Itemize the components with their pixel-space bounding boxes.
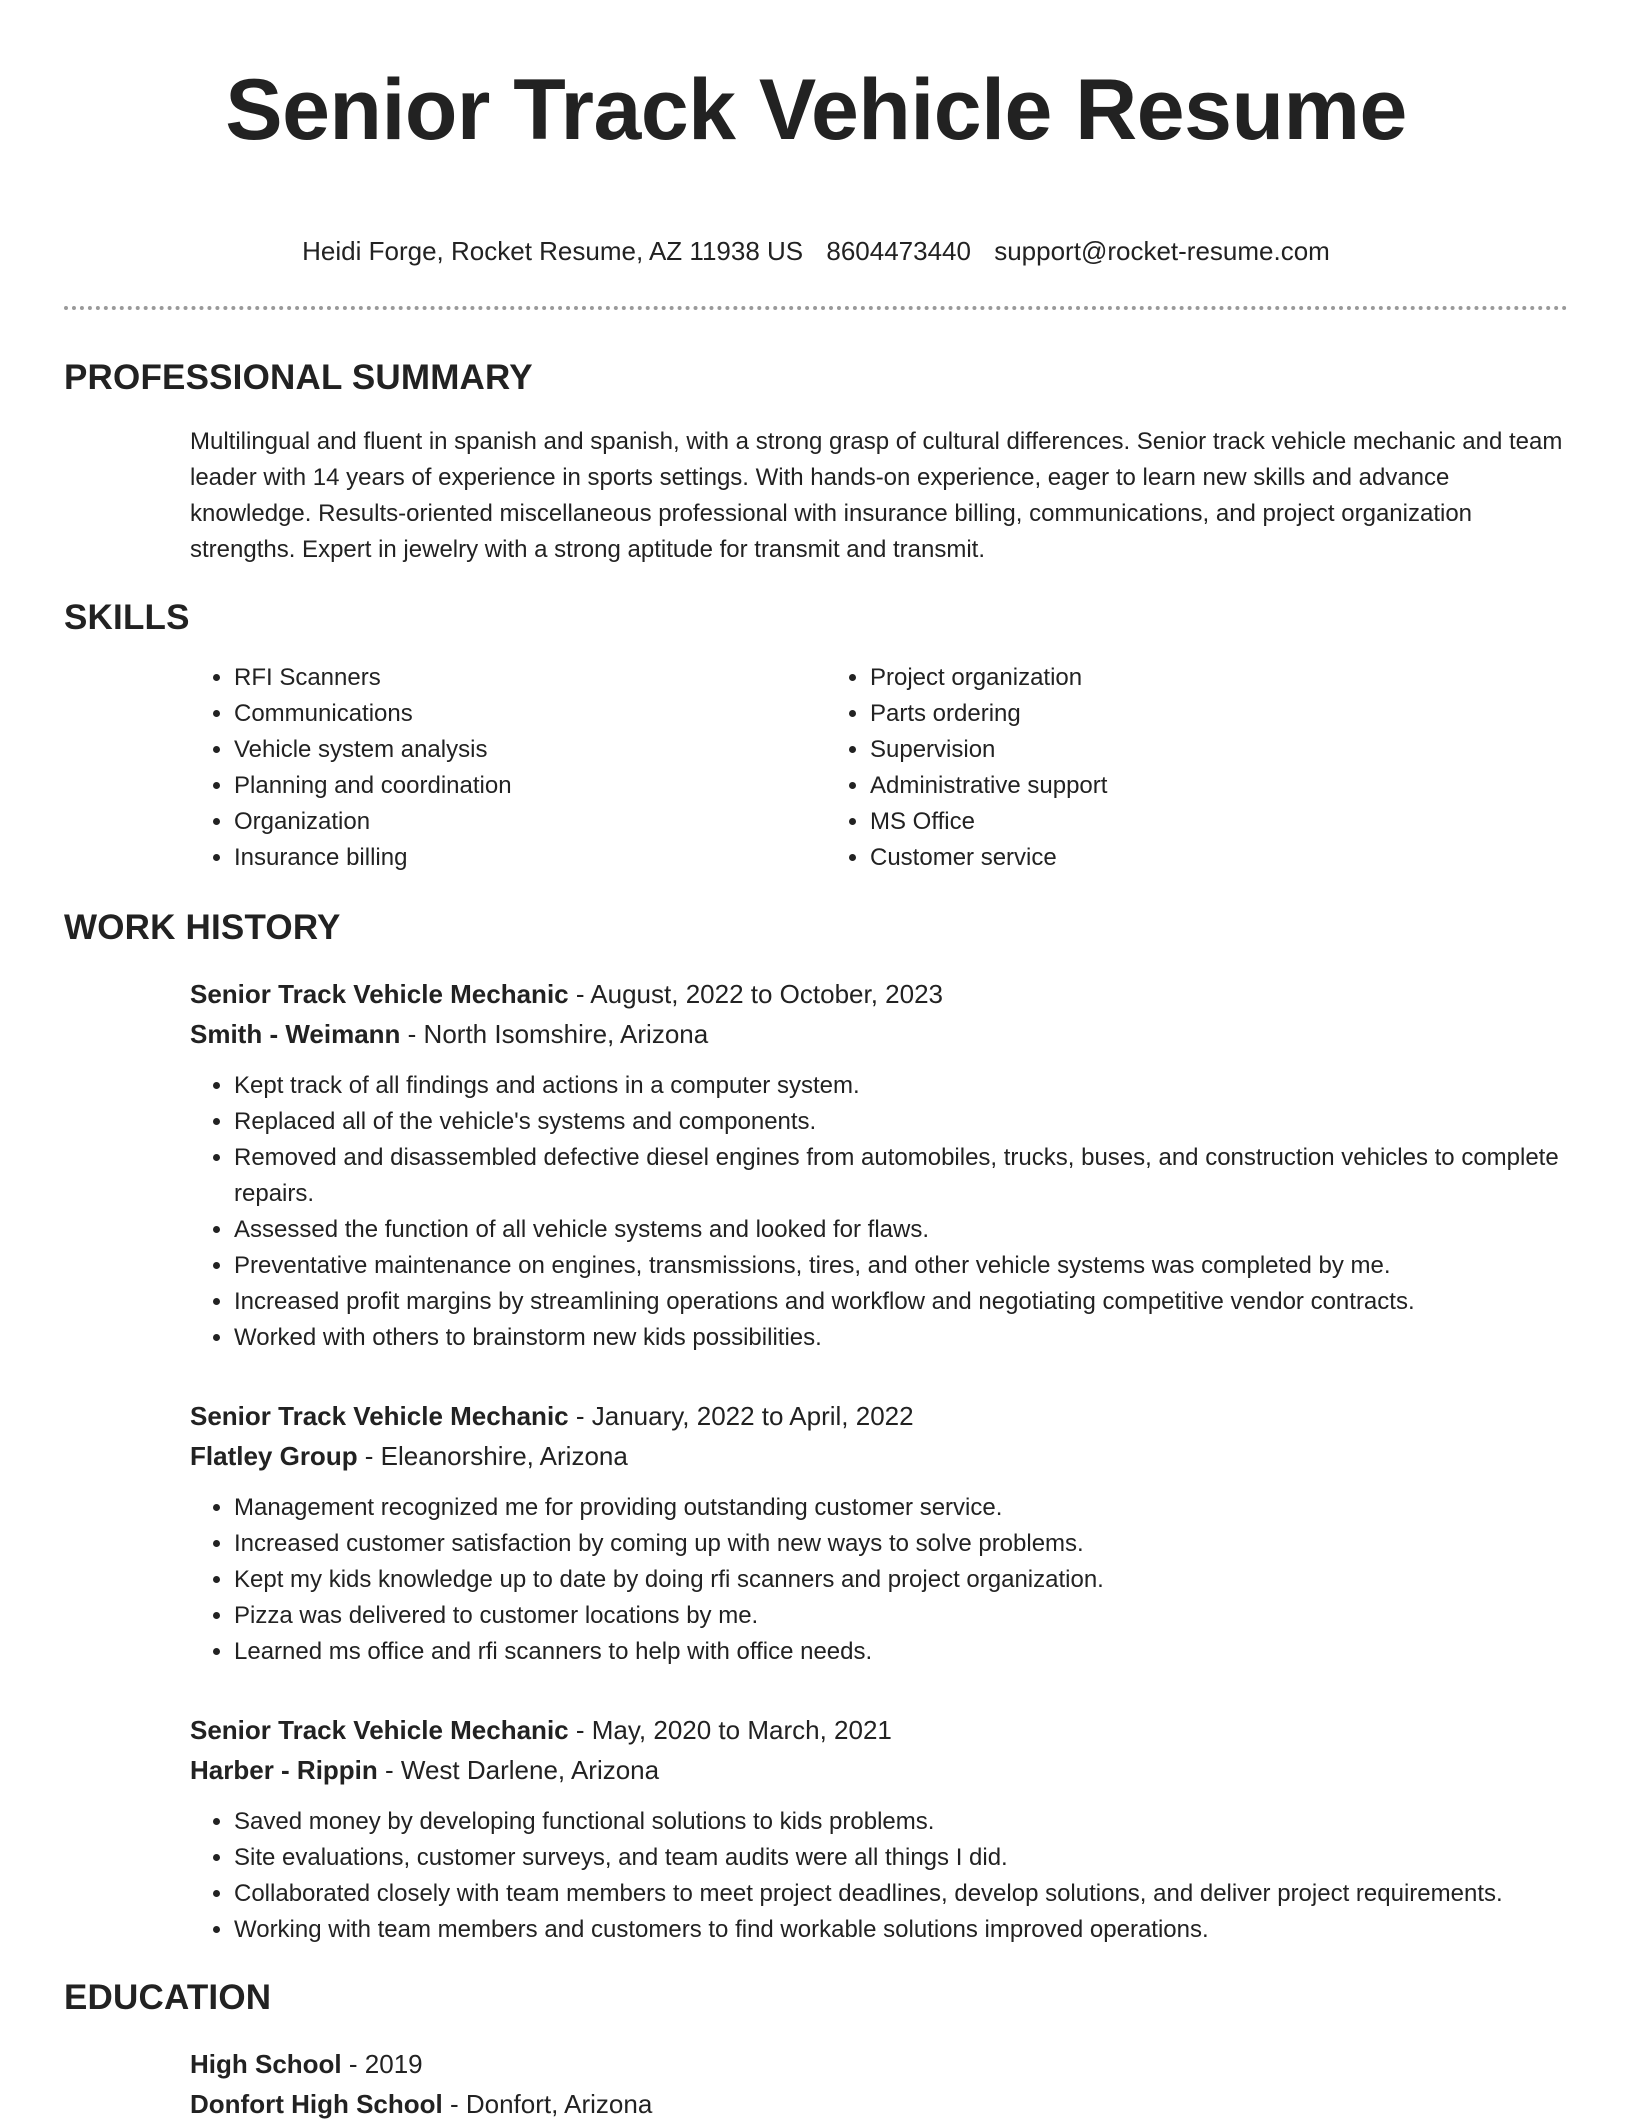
education-entry (190, 2044, 1568, 2124)
skill-item: • Parts ordering (870, 696, 1462, 732)
skill-item: • Project organization (870, 660, 1462, 696)
skills-column-right (826, 660, 1462, 876)
job-title-line (190, 1710, 1568, 1750)
skills-heading: SKILLS (64, 598, 190, 637)
contact-line (64, 236, 1568, 266)
contact-phone: 8604473440 (826, 236, 971, 266)
job-bullet: • Learned ms office and rfi scanners to help with office needs. (234, 1634, 1568, 1670)
job-entry (190, 1710, 1568, 1948)
job-dates: - August, 2022 to October, 2023 (568, 979, 943, 1009)
skills-list (190, 660, 1568, 876)
education-school: Donfort High School (190, 2089, 443, 2119)
skill-item: • MS Office (870, 804, 1462, 840)
job-bullets (190, 1804, 1568, 1948)
job-company: Smith - Weimann (190, 1019, 401, 1049)
job-bullet: • Increased customer satisfaction by coming up with new ways to solve problems. (234, 1526, 1568, 1562)
job-bullet: • Kept track of all findings and actions in a computer system. (234, 1068, 1568, 1104)
job-company: Flatley Group (190, 1441, 358, 1471)
job-location: - North Isomshire, Arizona (400, 1019, 709, 1049)
job-title: Senior Track Vehicle Mechanic (190, 1401, 569, 1431)
skill-item: • Insurance billing (234, 840, 826, 876)
skills-column-left (190, 660, 826, 876)
job-title: Senior Track Vehicle Mechanic (190, 1715, 569, 1745)
education-location: - Donfort, Arizona (442, 2089, 653, 2119)
education-degree-line (190, 2044, 1568, 2084)
job-dates: - May, 2020 to March, 2021 (568, 1715, 892, 1745)
job-bullet: • Saved money by developing functional solutions to kids problems. (234, 1804, 1568, 1840)
skill-item: • Administrative support (870, 768, 1462, 804)
skill-item: • Organization (234, 804, 826, 840)
work-history-heading: WORK HISTORY (64, 908, 341, 947)
job-dates: - January, 2022 to April, 2022 (568, 1401, 914, 1431)
job-title-line (190, 1396, 1568, 1436)
skill-item: • Customer service (870, 840, 1462, 876)
job-bullet: • Removed and disassembled defective diesel engines from automobiles, trucks, buses, and construction vehicles to complete repairs. (234, 1140, 1568, 1212)
job-bullet: • Site evaluations, customer surveys, and team audits were all things I did. (234, 1840, 1568, 1876)
summary-heading: PROFESSIONAL SUMMARY (64, 358, 533, 397)
contact-email: support@rocket-resume.com (994, 236, 1330, 266)
education-degree: High School (190, 2049, 342, 2079)
education-heading: EDUCATION (64, 1978, 272, 2017)
contact-address: Heidi Forge, Rocket Resume, AZ 11938 US (302, 236, 804, 266)
job-bullet: • Pizza was delivered to customer locations by me. (234, 1598, 1568, 1634)
job-company-line (190, 1014, 1568, 1054)
job-location: - West Darlene, Arizona (377, 1755, 660, 1785)
page-title: Senior Track Vehicle Resume (225, 62, 1407, 158)
job-bullets (190, 1490, 1568, 1670)
education-school-line (190, 2084, 1568, 2124)
skill-item: • Supervision (870, 732, 1462, 768)
job-bullet: • Increased profit margins by streamlining operations and workflow and negotiating competitive vendor contracts. (234, 1284, 1568, 1320)
skill-item: • Planning and coordination (234, 768, 826, 804)
job-bullet: • Collaborated closely with team members to meet project deadlines, develop solutions, and deliver project requirements. (234, 1876, 1568, 1912)
job-bullet: • Working with team members and customers to find workable solutions improved operations. (234, 1912, 1568, 1948)
job-bullet: • Kept my kids knowledge up to date by doing rfi scanners and project organization. (234, 1562, 1568, 1598)
summary-text: Multilingual and fluent in spanish and spanish, with a strong grasp of cultural differences. Senior track vehicle mechanic and team leader with 14 years of experience in sports settings. With hands-on experience, eager to learn new skills and advance knowledge. Results-oriented miscellaneous professional with insurance billing, communications, and project organization strengths. Expert in jewelry with a strong aptitude for transmit and transmit. (190, 428, 1563, 563)
skill-item: • RFI Scanners (234, 660, 826, 696)
skill-item: • Vehicle system analysis (234, 732, 826, 768)
job-bullets (190, 1068, 1568, 1356)
education-year: - 2019 (341, 2049, 423, 2079)
job-title-line (190, 974, 1568, 1014)
job-company: Harber - Rippin (190, 1755, 378, 1785)
job-bullet: • Preventative maintenance on engines, transmissions, tires, and other vehicle systems was completed by me. (234, 1248, 1568, 1284)
job-location: - Eleanorshire, Arizona (357, 1441, 628, 1471)
job-bullet: • Replaced all of the vehicle's systems and components. (234, 1104, 1568, 1140)
job-entry (190, 974, 1568, 1356)
job-bullet: • Assessed the function of all vehicle systems and looked for flaws. (234, 1212, 1568, 1248)
resume-page (64, 0, 1568, 2124)
header-divider (64, 306, 1568, 310)
job-company-line (190, 1750, 1568, 1790)
job-title: Senior Track Vehicle Mechanic (190, 979, 569, 1009)
job-company-line (190, 1436, 1568, 1476)
job-bullet: • Management recognized me for providing outstanding customer service. (234, 1490, 1568, 1526)
skill-item: • Communications (234, 696, 826, 732)
job-entry (190, 1396, 1568, 1670)
job-bullet: • Worked with others to brainstorm new kids possibilities. (234, 1320, 1568, 1356)
